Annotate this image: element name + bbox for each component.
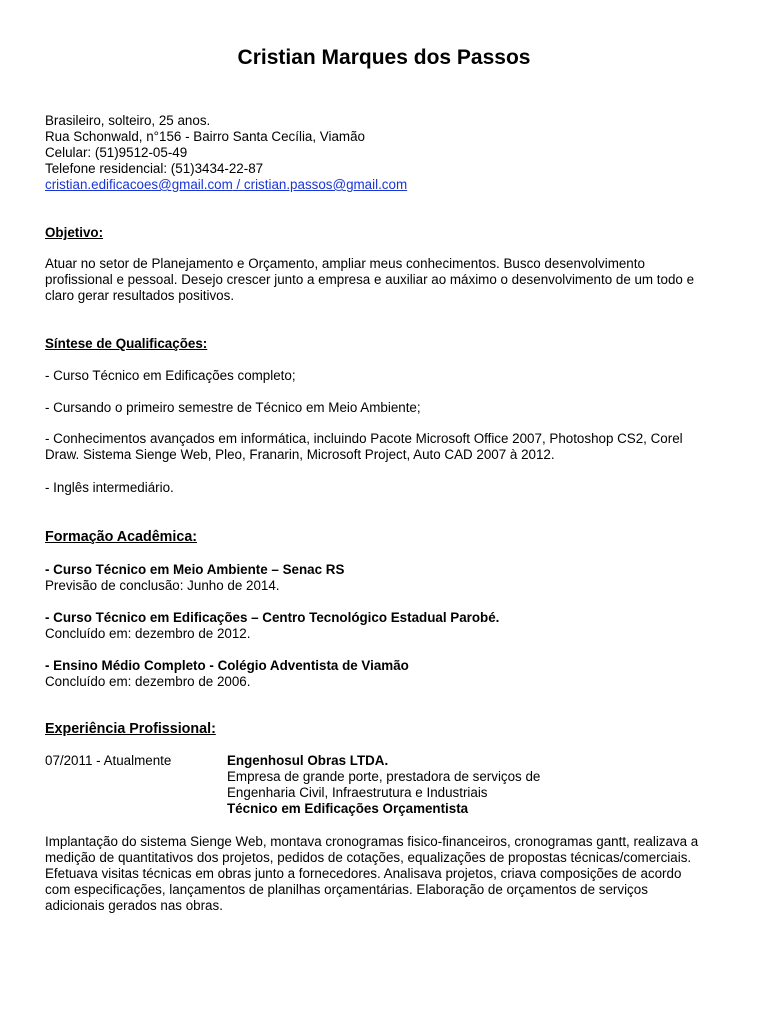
email-link-1[interactable]: cristian.edificacoes@gmail.com [45, 177, 233, 192]
description-line: adicionais gerados nas obras. [45, 898, 223, 913]
description-line: Implantação do sistema Sienge Web, montava cronogramas fisico-financeiros, cronogramas gantt, realizava a [45, 834, 699, 849]
education-entry [45, 562, 735, 594]
qualifications-heading: Síntese de Qualificações: [45, 336, 208, 351]
qualification-line: - Cursando o primeiro semestre de Técnico em Meio Ambiente; [45, 400, 421, 415]
education-entry [45, 610, 735, 642]
experience-heading: Experiência Profissional: [45, 721, 216, 737]
personal-line: Brasileiro, solteiro, 25 anos. [45, 113, 211, 128]
objective-line: claro gerar resultados positivos. [45, 288, 235, 303]
job-role: Técnico em Edificações Orçamentista [227, 801, 469, 816]
qualifications-section [45, 336, 735, 352]
experience-info [227, 753, 727, 817]
company-desc: Empresa de grande porte, prestadora de serviços de [227, 769, 541, 784]
qualification-line: Draw. Sistema Sienge Web, Pleo, Franarin, Microsoft Project, Auto CAD 2007 à 2012. [45, 447, 555, 462]
company-desc: Engenharia Civil, Infraestrutura e Industriais [227, 785, 488, 800]
resume-title: Cristian Marques dos Passos [237, 46, 531, 69]
experience-description [45, 834, 735, 914]
education-title: - Curso Técnico em Edificações – Centro Tecnológico Estadual Parobé. [45, 610, 500, 625]
email-line [45, 177, 735, 193]
education-detail: Concluído em: dezembro de 2012. [45, 626, 251, 641]
objective-heading: Objetivo: [45, 225, 104, 240]
education-title: - Curso Técnico em Meio Ambiente – Senac RS [45, 562, 345, 577]
home-phone: Telefone residencial: (51)3434-22-87 [45, 161, 264, 176]
experience-section [45, 721, 735, 737]
objective-section [45, 225, 735, 241]
address: Rua Schonwald, n°156 - Bairro Santa Cecília, Viamão [45, 129, 365, 144]
email-link-2[interactable]: cristian.passos@gmail.com [243, 177, 408, 192]
objective-line: profissional e pessoal. Desejo crescer junto a empresa e auxiliar ao máximo o desenvolvimento de um todo e [45, 272, 695, 287]
qualification-line: - Inglês intermediário. [45, 480, 174, 495]
description-line: com especificações, lançamentos de planilhas orçamentárias. Elaboração de orçamentos de serviços [45, 882, 648, 897]
description-line: medição de quantitativos dos projetos, pedidos de cotações, equalizações de propostas técnicas/comerciais. [45, 850, 692, 865]
education-entry [45, 658, 735, 690]
qualification-item [45, 431, 735, 463]
description-line: Efetuava visitas técnicas em obras junto a fornecedores. Analisava projetos, criava composições de acordo [45, 866, 682, 881]
education-detail: Concluído em: dezembro de 2006. [45, 674, 251, 689]
qualification-item [45, 368, 735, 384]
experience-period: 07/2011 - Atualmente [45, 753, 172, 768]
qualification-item [45, 400, 735, 416]
qualification-line: - Conhecimentos avançados em informática, incluindo Pacote Microsoft Office 2007, Photoshop CS2, Corel [45, 431, 683, 446]
email-separator: / [232, 177, 244, 192]
objective-line: Atuar no setor de Planejamento e Orçamento, ampliar meus conhecimentos. Busco desenvolvimento [45, 256, 645, 271]
objective-text [45, 256, 735, 304]
education-detail: Previsão de conclusão: Junho de 2014. [45, 578, 280, 593]
education-title: - Ensino Médio Completo - Colégio Adventista de Viamão [45, 658, 409, 673]
qualification-line: - Curso Técnico em Edificações completo; [45, 368, 296, 383]
education-section [45, 529, 735, 545]
mobile-phone: Celular: (51)9512-05-49 [45, 145, 188, 160]
education-heading: Formação Acadêmica: [45, 529, 198, 545]
company-name: Engenhosul Obras LTDA. [227, 753, 389, 768]
personal-info [45, 113, 735, 193]
qualification-item [45, 480, 735, 496]
